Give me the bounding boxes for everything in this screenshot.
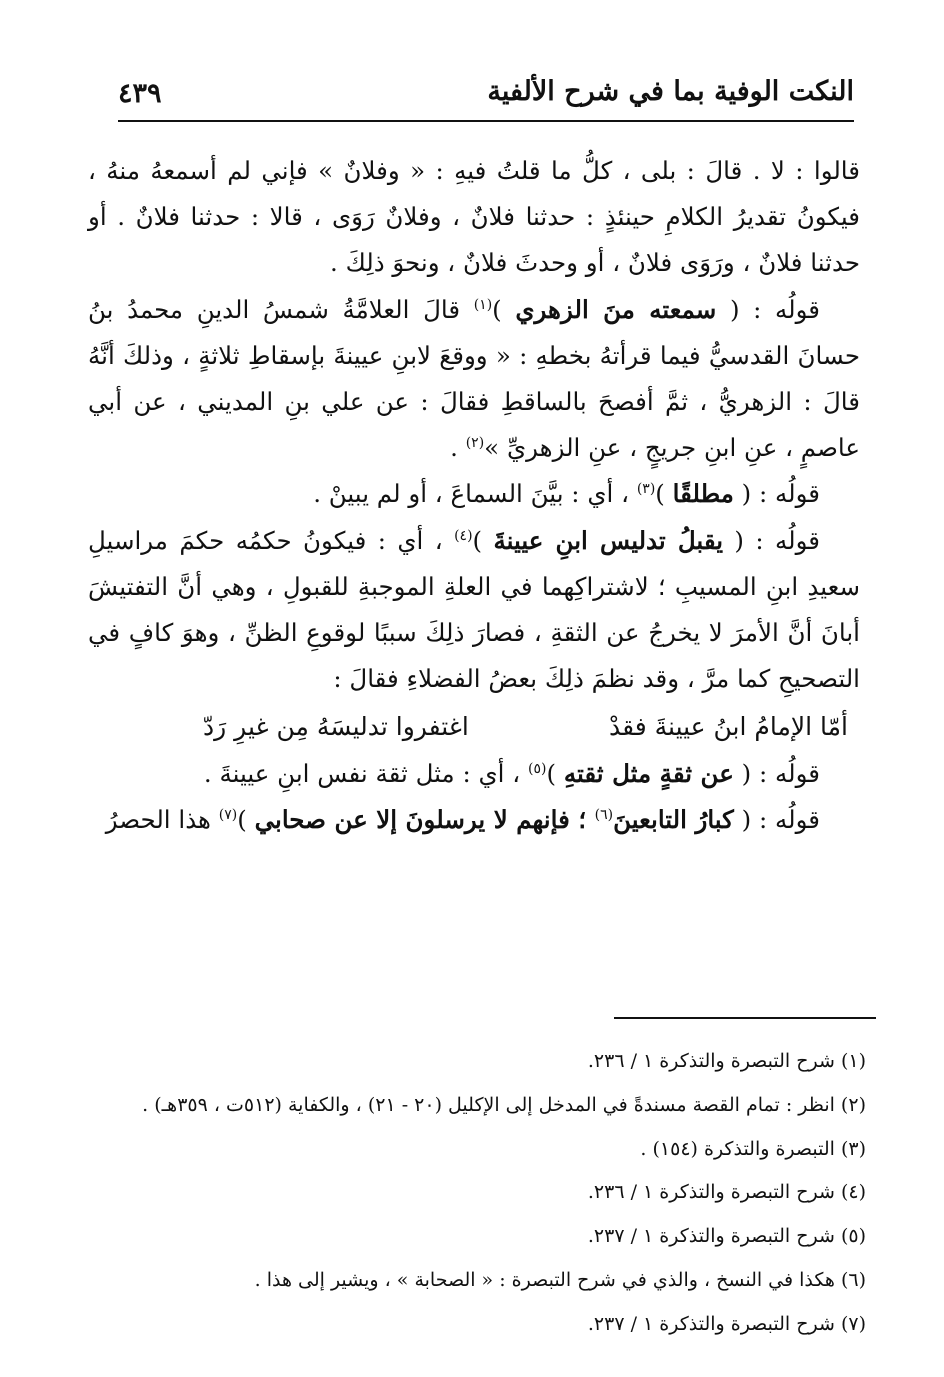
book-title: النكت الوفية بما في شرح الألفية <box>487 76 854 107</box>
lemma-close: ) <box>237 804 255 834</box>
lemma-close: ) <box>546 758 564 788</box>
poetry-verse <box>88 704 860 750</box>
commentary-text: هذا الحصرُ <box>105 804 219 834</box>
commentary-text: قالَ العلامَّةُ شمسُ الدينِ محمدُ بنُ حسانَ القدسيُّ فيما قرأتهُ بخطهِ : « ووقعَ لابنِ عيينةَ بإسقاطِ ثلاثةٍ ، وذلكَ أنَّهُ قالَ : الزهريُّ ، ثمَّ أفصحَ بالساقطِ فقالَ : عن علي بنِ المديني ، عن أبي عاصمٍ ، عنِ ابنِ جريجٍ ، عنِ الزهريِّ » <box>88 294 860 463</box>
paragraph-4 <box>88 518 860 703</box>
footnote-6: (٦) هكذا في النسخ ، والذي في شرح التبصرة : « الصحابة » ، ويشير إلى هذا . <box>254 1268 866 1291</box>
footnote-7: (٧) شرح التبصرة والتذكرة ١ / ٢٣٧. <box>587 1312 866 1335</box>
verse-hemistich-first: أمّا الإمامُ ابنُ عيينةَ فقدْ <box>608 712 848 742</box>
qawluhu-label: قولُه : ( <box>723 525 820 555</box>
footnotes <box>88 1040 866 1347</box>
footnote-ref[interactable]: (٢) <box>465 435 485 452</box>
lemma: يقبلُ تدليس ابنِ عيينةَ <box>493 525 724 555</box>
lemma-close: ) <box>492 294 516 324</box>
footnote-ref[interactable]: (٦) <box>594 806 614 823</box>
main-text <box>88 148 860 843</box>
qawluhu-label: قولُه : ( <box>733 479 820 509</box>
footnote-1: (١) شرح التبصرة والتذكرة ١ / ٢٣٦. <box>587 1050 866 1072</box>
qawluhu-label: قولُه : ( <box>733 758 820 788</box>
verse-hemistich-second: اغتفروا تدليسَهُ مِن غيرِ رَدّ <box>203 712 469 742</box>
footnote-ref[interactable]: (٣) <box>636 481 656 498</box>
p1-line-2: الكلامِ حينئذٍ : حدثنا فلانٌ ، وفلانٌ رَوَى ، قالا : حدثنا فلانٌ . أو حدثنا فلانٌ ، ورَوَى <box>88 202 860 278</box>
page-number: ٤٣٩ <box>118 78 162 109</box>
footnote-5: (٥) شرح التبصرة والتذكرة ١ / ٢٣٧. <box>587 1225 866 1248</box>
p1-line-3: فلانٌ ، أو وحدثَ فلانٌ ، ونحوَ ذلِكَ . <box>330 248 673 278</box>
lemma-close: ) <box>472 525 494 555</box>
running-header <box>118 70 854 122</box>
footnote-4: (٤) شرح التبصرة والتذكرة ١ / ٢٣٦. <box>587 1181 866 1204</box>
lemma: كبارُ التابعينَ <box>613 804 734 834</box>
p1-line-1: قالوا : لا . قالَ : بلى ، كلُّ ما قلتُ فيهِ : « وفلانٌ » فإني لم أسمعهُ منهُ ، فيكونُ تقديرُ <box>88 156 860 232</box>
lemma-close: ) <box>655 479 673 509</box>
commentary-text: ، أي : فيكونُ حكمُه حكمَ مراسيلِ سعيدِ ابنِ المسيبِ ؛ لاشتراكِهما في العلةِ الموجبةِ للقبولِ ، وهي أنَّ التفتيشَ أبانَ أنَّ الأمرَ لا يخرجُ عن الثقةِ ، فصارَ ذلِكَ سببًا لوقوعِ الظنِّ ، وهوَ كافٍ في التصحيحِ كما مرَّ ، وقد نظمَ ذلِكَ بعضُ الفضلاءِ فقالَ : <box>88 525 860 694</box>
footnote-2: (٢) انظر : تمام القصة مسندةً في المدخل إلى الإكليل (٢٠ - ٢١) ، والكفاية (٥١٢ت ، ٣٥٩هـ) . <box>142 1093 866 1116</box>
commentary-text: ، أي : بيَّنَ السماعَ ، أو لم يبينْ . <box>313 479 637 509</box>
footnote-ref[interactable]: (٧) <box>218 806 238 823</box>
footnote-3: (٣) التبصرة والتذكرة (١٥٤) . <box>640 1137 866 1160</box>
paragraph-6 <box>88 797 860 843</box>
footnote-separator <box>614 1017 876 1019</box>
lemma: سمعته منَ الزهري <box>515 294 717 324</box>
commentary-text: ، أي : مثل ثقة نفس ابنِ عيينةَ . <box>203 758 528 788</box>
lemma: عن ثقةٍ مثل ثقتهِ <box>563 758 734 788</box>
footnote-ref[interactable]: (٤) <box>454 527 473 544</box>
footnote-ref[interactable]: (٥) <box>527 760 547 777</box>
lemma: مطلقًا <box>672 479 734 509</box>
paragraph-3 <box>88 471 860 517</box>
lemma-separator: ؛ <box>569 804 595 834</box>
qawluhu-label: قولُه : ( <box>733 804 820 834</box>
commentary-end: . <box>450 433 466 463</box>
paragraph-1 <box>88 148 860 287</box>
lemma: فإنهم لا يرسلونَ إلا عن صحابي <box>254 804 570 834</box>
qawluhu-label: قولُه : ( <box>716 294 820 324</box>
footnote-ref[interactable]: (١) <box>473 296 493 313</box>
paragraph-2 <box>88 287 860 472</box>
paragraph-5 <box>88 751 860 797</box>
